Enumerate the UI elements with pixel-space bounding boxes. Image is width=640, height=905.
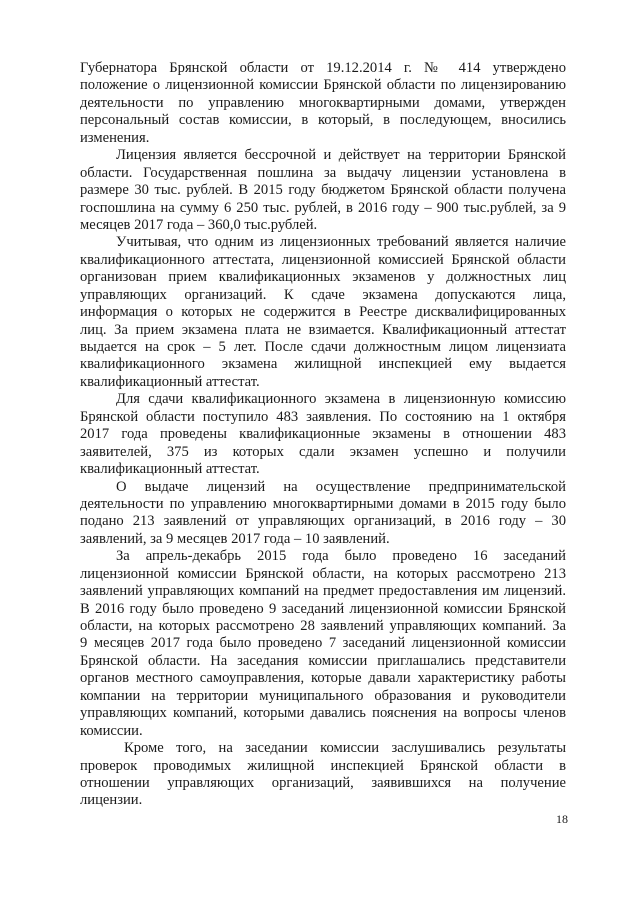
paragraph-license-fee [80,147,566,234]
text-line: квалификационного экзамена жилищной инспекцией ему выдается [80,356,566,373]
text-line: Кроме того, на заседании комиссии заслушивались результаты [124,740,566,757]
text-line: персональный состав комиссии, в который, в последующем, вносились [80,112,566,129]
paragraph-qualification-exams [80,234,566,391]
text-line: компании на территории муниципального образования и руководители [80,687,566,704]
text-line: изменения. [80,129,150,146]
text-line: Для сдачи квалификационного экзамена в лицензионную комиссию [116,391,566,408]
text-line: заявителей, 375 из которых сдали экзамен успешно и получили [80,443,566,460]
text-line: органов местного самоуправления, которые давали характеристику работы [80,670,566,687]
text-line: 2017 года проведены квалификационные экзамены в отношении 483 [80,426,566,443]
text-line: положение о лицензионной комиссии Брянской области по лицензированию [80,77,566,94]
text-line: квалификационный аттестат. [80,461,260,478]
text-line: О выдаче лицензий на осуществление предпринимательской [116,478,566,495]
text-line: управляющих организаций. К сдаче экзамена допускаются лица, [80,286,566,303]
text-line: 9 месяцев 2017 года было проведено 7 заседаний лицензионной комиссии [80,635,566,652]
text-line: Учитывая, что одним из лицензионных требований является наличие [116,234,566,251]
paragraph-commission-meetings [80,548,566,740]
text-line: заявлений управляющих компаний на предмет предоставления им лицензий. [80,583,566,600]
text-line: деятельности по управлению многоквартирными домами, утвержден [80,94,566,111]
paragraph-exam-applications [80,391,566,478]
text-line: лицензии. [80,792,143,809]
page-number: 18 [556,812,568,826]
text-line: организован прием квалификационных экзаменов у должностных лиц [80,269,566,286]
text-line: отношении управляющих организаций, заявившихся на получение [80,774,566,791]
paragraph-license-applications [80,479,566,549]
text-line: Губернатора Брянской области от 19.12.2014 г. № 414 утверждено [80,60,566,76]
text-line: лиц. За прием экзамена плата не взимается. Квалификационный аттестат [80,321,566,338]
text-line: Лицензия является бессрочной и действует на территории Брянской [116,147,566,164]
text-line: Брянской области. На заседания комиссии приглашались представители [80,652,566,669]
text-line: квалификационного аттестата, лицензионной комиссией Брянской области [80,251,566,268]
text-line: комиссии. [80,722,143,739]
text-line: деятельности по управлению многоквартирными домами в 2015 году было [80,495,566,512]
text-line: области, на которых рассмотрено 28 заявлений управляющих компаний. За [80,618,566,634]
text-line: месяцев 2017 года – 360,0 тыс.рублей. [80,216,318,233]
text-line: В 2016 году было проведено 9 заседаний лицензионной комиссии Брянской [80,600,566,617]
text-line: лицензионной комиссии Брянской области, на которых рассмотрено 213 [80,565,566,582]
text-line: управляющих компаний, которыми давались пояснения на вопросы членов [80,705,566,722]
text-line: Брянской области поступило 483 заявления. По состоянию на 1 октября [80,408,566,425]
text-line: информация о которых не содержится в Реестре дисквалифицированных [80,304,566,321]
text-line: За апрель-декабрь 2015 года было проведено 16 заседаний [116,548,566,565]
document-body [80,60,566,810]
text-line: области. Государственная пошлина за выдачу лицензии установлена в [80,164,566,181]
text-line: выдается на срок – 5 лет. После сдачи должностным лицом лицензиата [80,339,566,355]
text-line: заявлений, за 9 месяцев 2017 года – 10 заявлений. [80,530,390,547]
text-line: размере 30 тыс. рублей. В 2015 году бюджетом Брянской области получена [80,182,566,199]
text-line: госпошлина на сумму 6 250 тыс. рублей, в 2016 году – 900 тыс.рублей, за 9 [80,199,566,216]
text-line: проверок проводимых жилищной инспекцией Брянской области в [80,757,566,774]
text-line: квалификационный аттестат. [80,373,260,390]
text-line: подано 213 заявлений от управляющих организаций, в 2016 году – 30 [80,513,566,530]
paragraph-commission-regulation [80,60,566,147]
paragraph-inspection-results [80,740,566,810]
